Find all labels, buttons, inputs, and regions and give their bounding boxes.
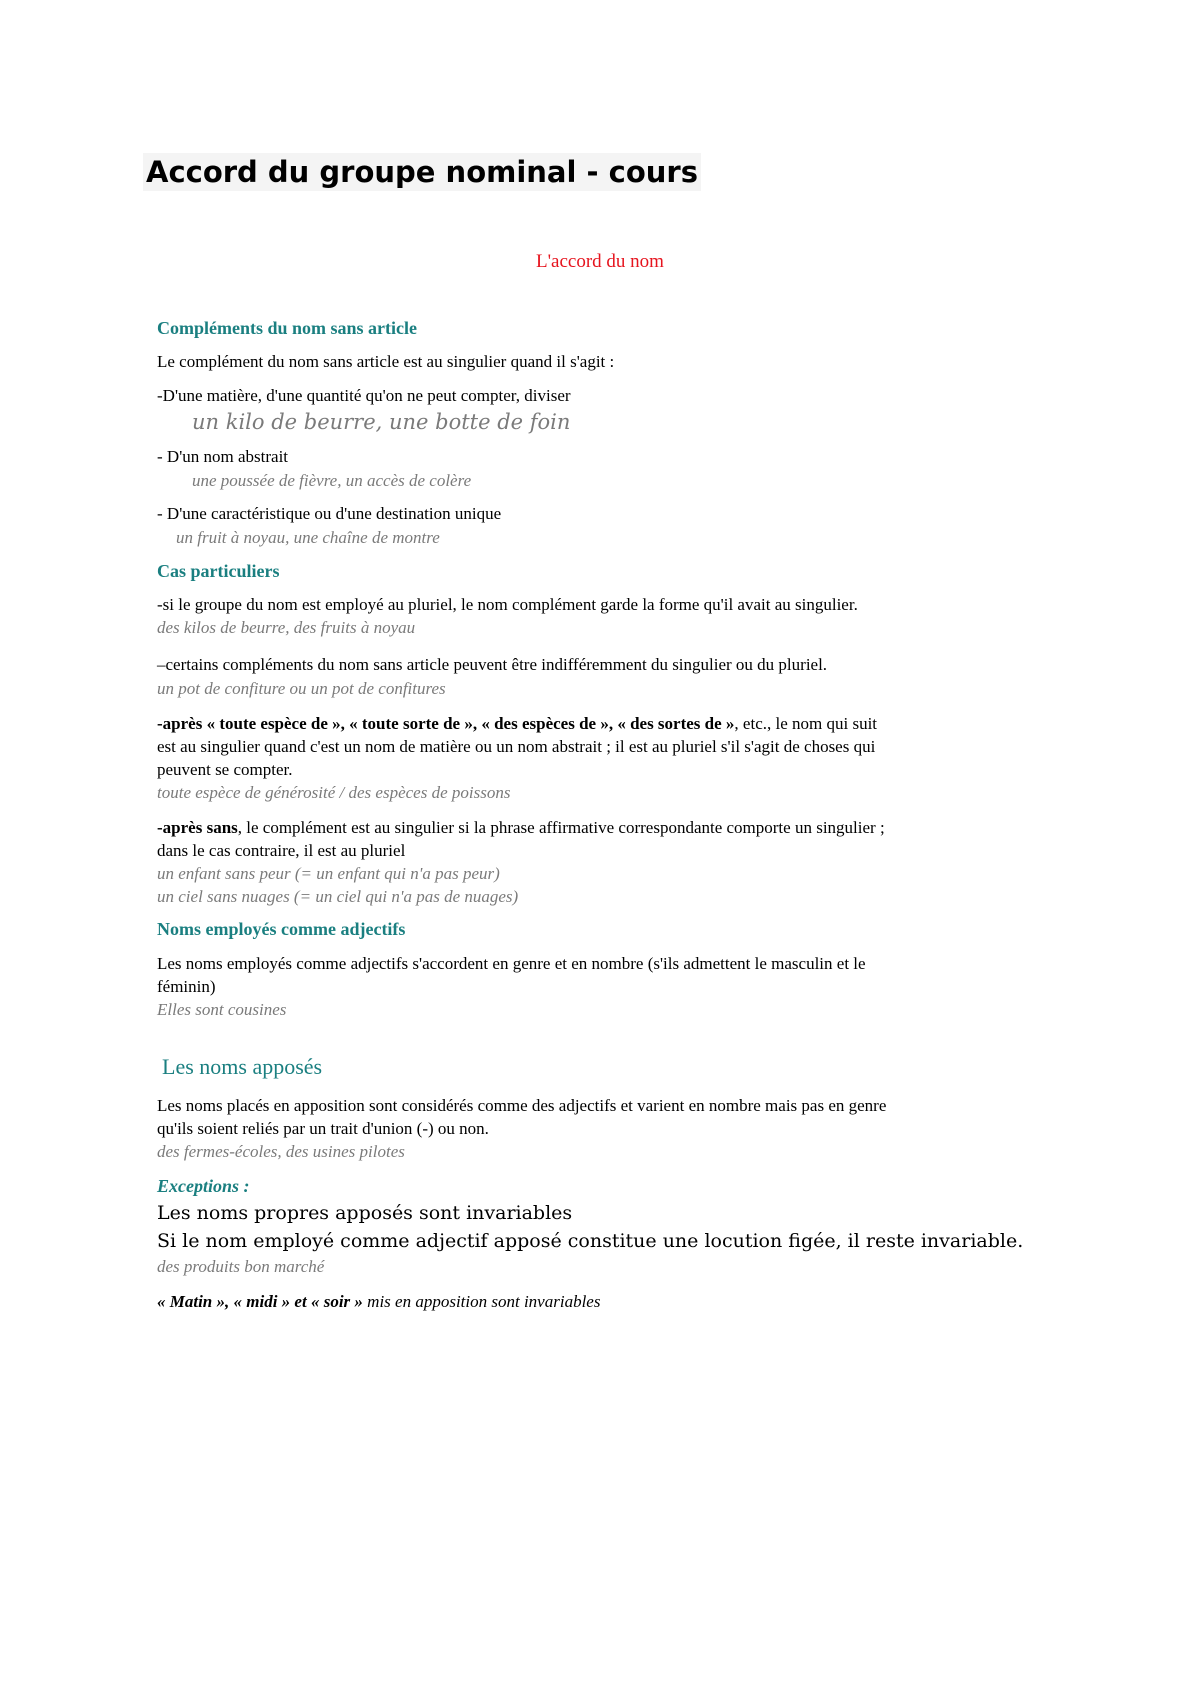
example-text: toute espèce de générosité / des espèces de poissons (157, 783, 511, 802)
bold-expression: -après sans (157, 818, 238, 837)
example-text: des fermes-écoles, des usines pilotes (157, 1142, 405, 1161)
paragraph-text: , etc., le nom qui suit (734, 714, 878, 733)
paragraph-text: , le complément est au singulier si la phrase affirmative correspondante comporte un singulier ; (237, 818, 885, 837)
page-title: Accord du groupe nominal - cours (143, 153, 701, 191)
note-matin-midi-soir (157, 1290, 600, 1313)
subsection-heading-noms-adjectifs: Noms employés comme adjectifs (157, 919, 406, 939)
exception-item: Si le nom employé comme adjectif apposé constitue une locution figée, il reste invariable. (157, 1230, 1024, 1252)
section-heading-noms-apposes: Les noms apposés (162, 1054, 323, 1079)
list-item-caracteristique: - D'une caractéristique ou d'une destination unique (157, 504, 502, 523)
paragraph-line: est au singulier quand c'est un nom de matière ou un nom abstrait ; il est au pluriel s'il s'agit de choses qui (157, 737, 876, 756)
example-text: un fruit à noyau, une chaîne de montre (176, 528, 440, 547)
paragraph-noms-adjectifs: Les noms employés comme adjectifs s'accordent en genre et en nombre (s'ils admettent le masculin et le (157, 954, 866, 973)
paragraph-line: qu'ils soient reliés par un trait d'union (-) ou non. (157, 1119, 489, 1138)
example-text: des kilos de beurre, des fruits à noyau (157, 618, 416, 637)
paragraph-intro: Le complément du nom sans article est au singulier quand il s'agit : (157, 352, 615, 371)
example-text: un kilo de beurre, une botte de foin (192, 410, 571, 434)
paragraph-indifferemment: –certains compléments du nom sans article peuvent être indifféremment du singulier ou du pluriel. (157, 655, 828, 674)
example-text: des produits bon marché (157, 1257, 325, 1276)
example-text: Elles sont cousines (157, 1000, 287, 1019)
subsection-heading-complements: Compléments du nom sans article (157, 318, 417, 338)
exception-item: Les noms propres apposés sont invariables (157, 1202, 573, 1224)
paragraph-line: dans le cas contraire, il est au pluriel (157, 841, 406, 860)
paragraph-line: peuvent se compter. (157, 760, 293, 779)
list-item-matiere: -D'une matière, d'une quantité qu'on ne peut compter, diviser (157, 386, 571, 405)
note-text: mis en apposition sont invariables (362, 1292, 601, 1311)
paragraph-apres-espece (157, 712, 877, 735)
example-text: une poussée de fièvre, un accès de colère (192, 471, 472, 490)
bold-expression: « Matin », « midi » et « soir » (157, 1292, 363, 1311)
example-text: un enfant sans peur (= un enfant qui n'a pas peur) (157, 864, 500, 883)
list-item-nom-abstrait: - D'un nom abstrait (157, 447, 289, 466)
exceptions-heading: Exceptions : (157, 1176, 250, 1196)
example-text: un pot de confiture ou un pot de confitures (157, 679, 446, 698)
bold-expression: -après « toute espèce de », « toute sorte de », « des espèces de », « des sortes de » (157, 714, 735, 733)
section-heading-accord-du-nom: L'accord du nom (536, 251, 664, 272)
paragraph-apres-sans (157, 816, 885, 839)
example-text: un ciel sans nuages (= un ciel qui n'a pas de nuages) (157, 887, 519, 906)
paragraph-apposition: Les noms placés en apposition sont considérés comme des adjectifs et varient en nombre mais pas en genre (157, 1096, 887, 1115)
paragraph-pluriel: -si le groupe du nom est employé au pluriel, le nom complément garde la forme qu'il avait au singulier. (157, 595, 858, 614)
paragraph-line: féminin) (157, 977, 216, 996)
subsection-heading-cas-particuliers: Cas particuliers (157, 561, 280, 581)
